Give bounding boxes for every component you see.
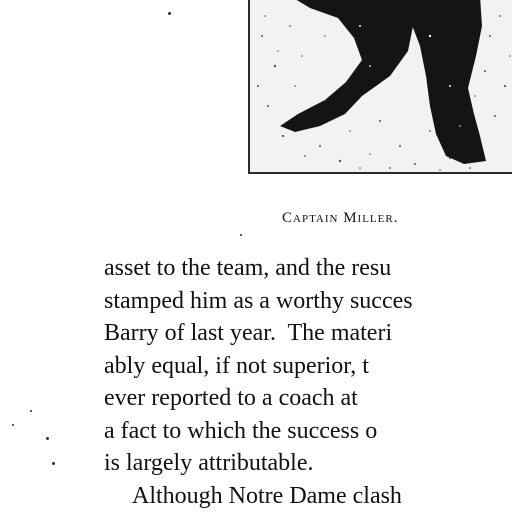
- text-line: a fact to which the success o: [104, 417, 378, 444]
- print-speck: [46, 437, 49, 440]
- text-line: ably equal, if not superior, t: [104, 352, 369, 379]
- player-photograph: [248, 0, 512, 174]
- text-line: is largely attributable.: [104, 450, 314, 476]
- text-line: ever reported to a coach at: [104, 385, 358, 411]
- caption-text: Captain Miller.: [282, 210, 399, 226]
- text-line: asset to the team, and the resu: [104, 255, 392, 281]
- text-line: Although Notre Dame clash: [132, 482, 402, 509]
- figure-caption: [282, 210, 398, 227]
- body-paragraph: [104, 252, 512, 512]
- print-speck: [30, 410, 32, 412]
- print-speck: [168, 12, 171, 15]
- print-speck: [12, 424, 14, 426]
- text-line: Barry of last year. The materi: [104, 320, 393, 346]
- print-speck: [52, 462, 55, 465]
- text-line: stamped him as a worthy succes: [104, 287, 413, 314]
- photo-illustration: [250, 0, 512, 174]
- print-speck: [240, 234, 242, 236]
